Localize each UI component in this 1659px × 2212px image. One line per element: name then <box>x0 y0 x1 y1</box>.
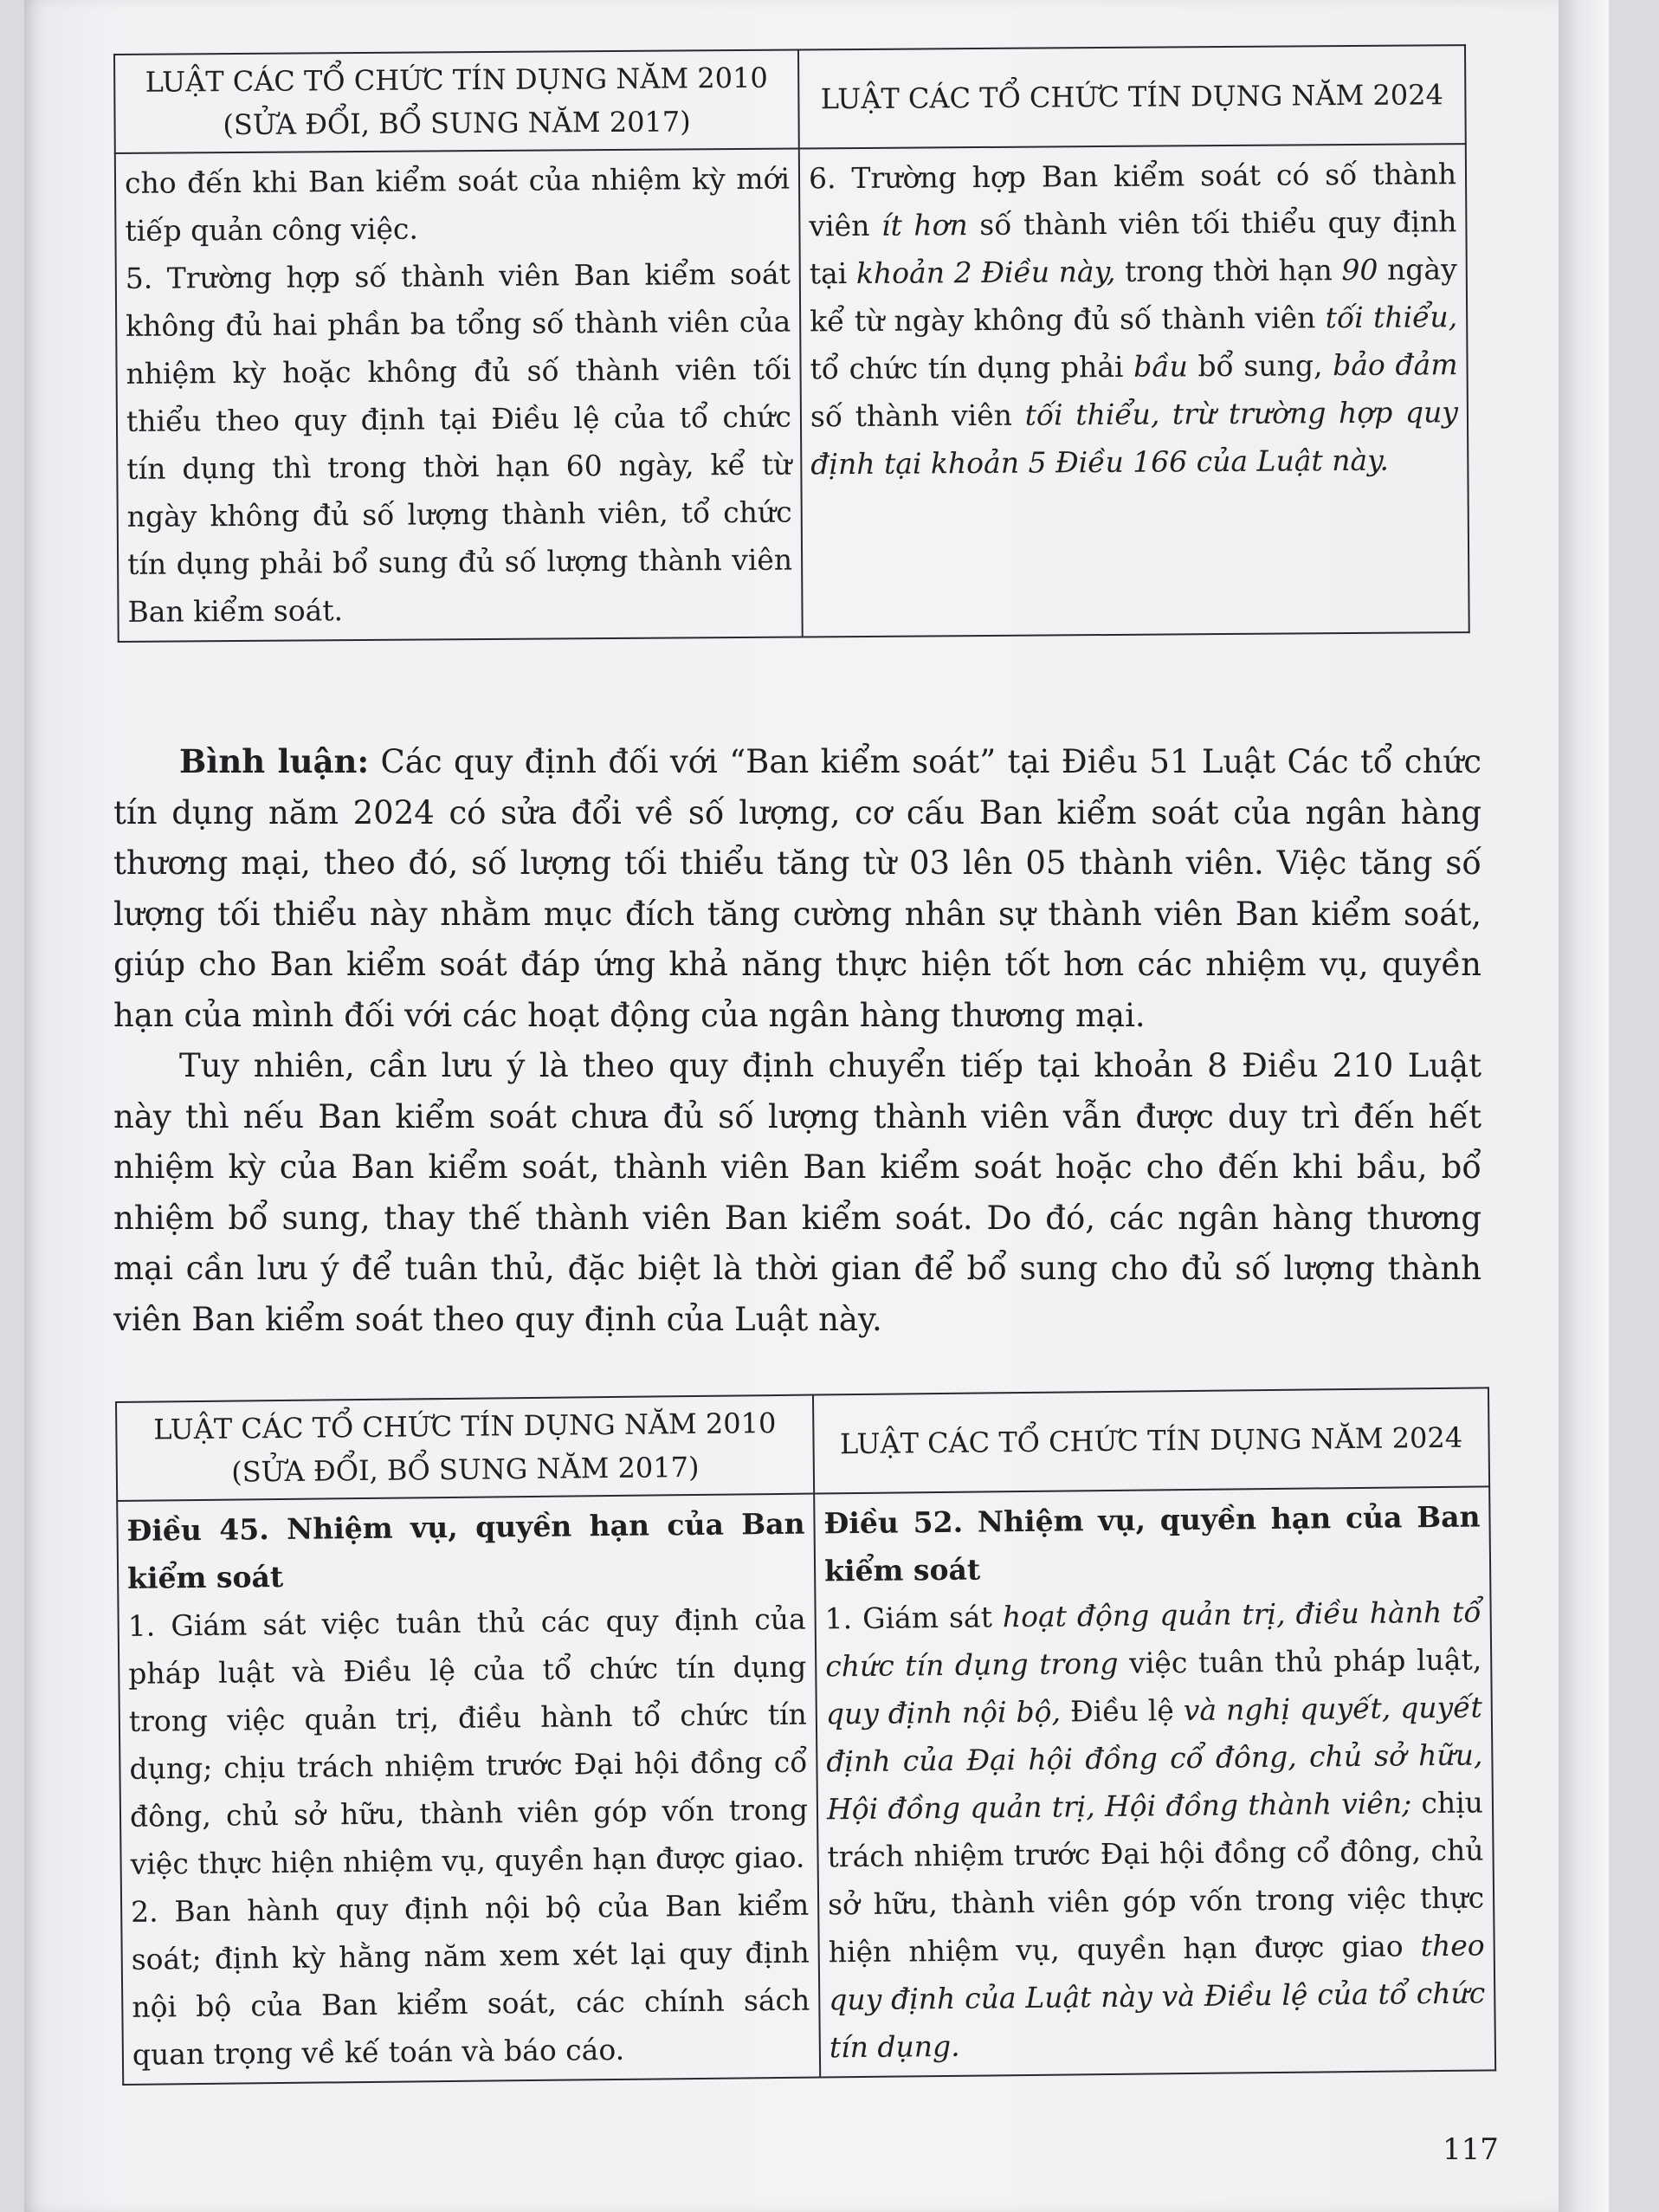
old-law-cell <box>117 1494 820 2085</box>
new-law-cell <box>799 144 1469 637</box>
book-page <box>24 0 1609 2212</box>
commentary-paragraph-2: Tuy nhiên, cần lưu ý là theo quy định chuyển tiếp tại khoản 8 Điều 210 Luật này thì nếu Ban kiểm soát chưa đủ số lượng thành viên vẫn được duy trì đến hết nhiệm kỳ của Ban kiểm soát, thành viên Ban kiểm soát hoặc cho đến khi bầu, bổ nhiệm bổ sung, thay thế thành viên Ban kiểm soát. Do đó, các ngân hàng thương mại cần lưu ý để tuân thủ, đặc biệt là thời gian để bổ sung cho đủ số lượng thành viên Ban kiểm soát theo quy định của Luật này. <box>113 1047 1481 1338</box>
article-45-clause-1: 1. Giám sát việc tuân thủ các quy định của pháp luật và Điều lệ của tổ chức tín dụng trong việc quản trị, điều hành tổ chức tín dụng; chịu trách nhiệm trước Đại hội đồng cổ đông, chủ sở hữu, thành viên góp vốn trong việc thực hiện nhiệm vụ, quyền hạn được giao. <box>127 1601 809 1881</box>
table-header-row <box>116 1387 1489 1501</box>
new-law-clause-6: 6. Trường hợp Ban kiểm soát có số thành viên ít hơn số thành viên tối thiểu quy định tại khoản 2 Điều này, trong thời hạn 90 ngày kể từ ngày không đủ số thành viên tối thiểu, tổ chức tín dụng phải bầu bổ sung, bảo đảm số thành viên tối thiểu, trừ trường hợp quy định tại khoản 5 Điều 166 của Luật này. <box>808 157 1459 482</box>
comparison-table-1 <box>113 44 1470 643</box>
table-row <box>117 1486 1495 2085</box>
header-old-law: LUẬT CÁC TỔ CHỨC TÍN DỤNG NĂM 2010 (SỬA ĐỔI, BỔ SUNG NĂM 2017) <box>114 49 799 153</box>
header-new-law: LUẬT CÁC TỔ CHỨC TÍN DỤNG NĂM 2024 <box>813 1387 1489 1493</box>
article-52-clause-1: 1. Giám sát hoạt động quản trị, điều hành tổ chức tín dụng trong việc tuân thủ pháp luật, quy định nội bộ, Điều lệ và nghị quyết, quyết định của Đại hội đồng cổ đông, chủ sở hữu, Hội đồng quản trị, Hội đồng thành viên; chịu trách nhiệm trước Đại hội đồng cổ đông, chủ sở hữu, thành viên góp vốn trong việc thực hiện nhiệm vụ, quyền hạn được giao theo quy định của Luật này và Điều lệ của tổ chức tín dụng. <box>824 1594 1486 2065</box>
page-number: 117 <box>1443 2132 1499 2167</box>
commentary <box>113 736 1481 1345</box>
article-52-title: Điều 52. Nhiệm vụ, quyền hạn của Ban kiểm soát <box>823 1499 1481 1588</box>
article-45-clause-2: 2. Ban hành quy định nội bộ của Ban kiểm soát; định kỳ hằng năm xem xét lại quy định nội bộ của Ban kiểm soát, các chính sách quan trọng về kế toán và báo cáo. <box>130 1887 810 2072</box>
header-old-law: LUẬT CÁC TỔ CHỨC TÍN DỤNG NĂM 2010 (SỬA ĐỔI, BỔ SUNG NĂM 2017) <box>116 1395 814 1501</box>
old-law-clause-5: 5. Trường hợp số thành viên Ban kiểm soát không đủ hai phần ba tổng số thành viên của nhiệm kỳ hoặc không đủ số thành viên tối thiểu theo quy định tại Điều lệ của tổ chức tín dụng thì trong thời hạn 60 ngày, kể từ ngày không đủ số lượng thành viên, tổ chức tín dụng phải bổ sung đủ số lượng thành viên Ban kiểm soát. <box>125 256 793 629</box>
comparison-table-2 <box>115 1387 1496 2086</box>
old-law-text: cho đến khi Ban kiểm soát của nhiệm kỳ mới tiếp quản công việc. <box>124 161 791 248</box>
commentary-label: Bình luận: <box>179 742 370 780</box>
header-new-law: LUẬT CÁC TỔ CHỨC TÍN DỤNG NĂM 2024 <box>798 45 1466 148</box>
table-header-row <box>114 45 1466 153</box>
page-edge <box>1559 0 1609 2212</box>
new-law-cell <box>814 1486 1495 2077</box>
commentary-paragraph-1: Bình luận: Các quy định đối với “Ban kiểm soát” tại Điều 51 Luật Các tổ chức tín dụng năm 2024 có sửa đổi về số lượng, cơ cấu Ban kiểm soát của ngân hàng thương mại, theo đó, số lượng tối thiểu tăng từ 03 lên 05 thành viên. Việc tăng số lượng tối thiểu này nhằm mục đích tăng cường nhân sự thành viên Ban kiểm soát, giúp cho Ban kiểm soát đáp ứng khả năng thực hiện tốt hơn các nhiệm vụ, quyền hạn của mình đối với các hoạt động của ngân hàng thương mại. <box>113 742 1481 1034</box>
article-45-title: Điều 45. Nhiệm vụ, quyền hạn của Ban kiểm soát <box>126 1506 805 1595</box>
old-law-cell <box>115 148 803 642</box>
table-row <box>115 144 1469 642</box>
